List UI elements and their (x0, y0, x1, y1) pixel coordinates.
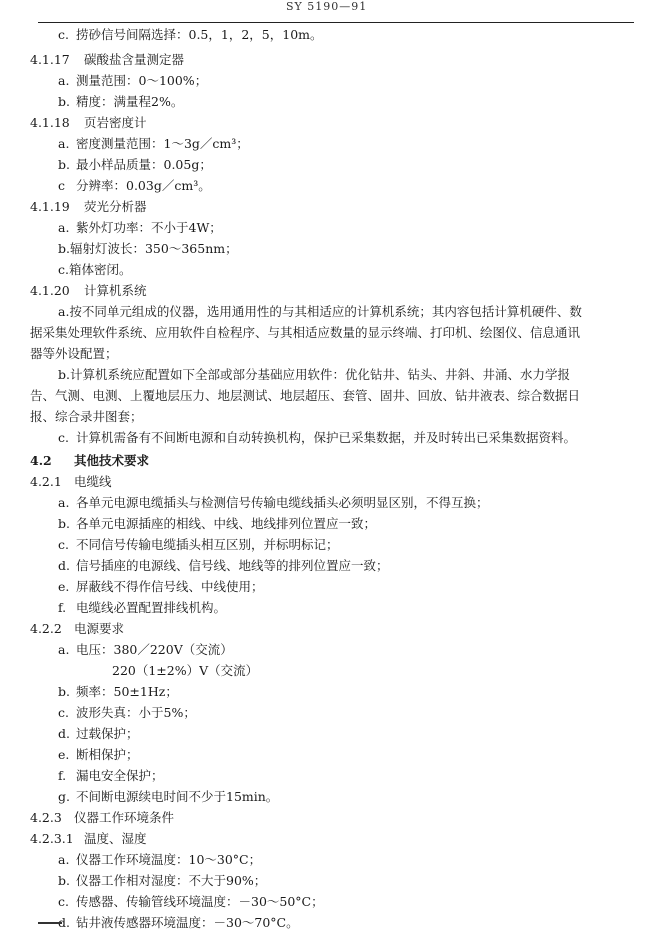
text-line (30, 453, 149, 469)
text-line (58, 768, 164, 784)
item-letter: a. (58, 73, 70, 88)
line-text: 220（1±2%）V（交流） (112, 663, 259, 678)
text-line (58, 852, 261, 868)
line-text: 测量范围：0～100%； (76, 73, 208, 88)
text-line (58, 262, 131, 278)
text-line (30, 115, 147, 131)
item-letter: e. (58, 579, 70, 594)
line-text: 电缆线 (74, 474, 112, 489)
line-text: 报、综合录井图套； (30, 409, 143, 424)
section-number: 4.1.17 (30, 52, 70, 67)
line-text: 信号插座的电源线、信号线、地线等的排列位置应一致； (76, 558, 389, 573)
line-text: 页岩密度计 (84, 115, 147, 130)
line-text: 温度、湿度 (84, 831, 147, 846)
line-text: 告、气测、电测、上覆地层压力、地层测试、地层超压、套管、固井、回放、钻井液表、综合数据日 (30, 388, 581, 403)
line-text: 传感器、传输管线环境温度：－30～50°C； (76, 894, 324, 909)
line-text: 精度：满量程2%。 (76, 94, 184, 109)
footer-mark (38, 922, 62, 924)
item-letter: b. (58, 157, 70, 172)
text-line (30, 52, 184, 68)
item-letter: b. (58, 873, 70, 888)
line-text: 电压：380／220V（交流） (76, 642, 233, 657)
line-text: b.计算机系统应配置如下全部或部分基础应用软件：优化钻井、钻头、井斜、井涌、水力学报 (58, 367, 570, 382)
text-line (58, 642, 233, 658)
item-letter: e. (58, 747, 70, 762)
section-number: 4.2.3.1 (30, 831, 74, 846)
text-line (58, 579, 264, 595)
line-text: b.辐射灯波长：350～365nm； (58, 241, 238, 256)
item-letter: a. (58, 220, 70, 235)
text-line (30, 388, 580, 404)
line-text: 过载保护； (76, 726, 139, 741)
text-line (58, 873, 266, 889)
item-letter: c. (58, 894, 69, 909)
text-line (58, 894, 324, 910)
text-line (58, 220, 222, 236)
line-text: 漏电安全保护； (76, 768, 164, 783)
text-line (58, 558, 389, 574)
line-text: 捞砂信号间隔选择：0.5，1，2，5，10m。 (76, 27, 323, 42)
line-text: 不同信号传输电缆插头相互区别，并标明标记； (76, 537, 339, 552)
line-text: 据采集处理软件系统、应用软件自检程序、与其相适应数量的显示终端、打印机、绘图仪、信息通讯 (30, 325, 581, 340)
item-letter: a. (58, 136, 70, 151)
line-text: 紫外灯功率：不小于4W； (76, 220, 222, 235)
item-letter: d. (58, 558, 70, 573)
section-number: 4.1.19 (30, 199, 70, 214)
line-text: 仪器工作环境条件 (74, 810, 175, 825)
line-text: 计算机需备有不间断电源和自动转换机构，保护已采集数据，并及时转出已采集数据资料。 (76, 430, 577, 445)
item-letter: d. (58, 726, 70, 741)
line-text: 分辨率：0.03g／cm³。 (76, 178, 211, 193)
text-line (58, 367, 570, 383)
text-line (58, 27, 323, 43)
line-text: 频率：50±1Hz； (76, 684, 178, 699)
text-line (30, 831, 147, 847)
text-line (58, 157, 212, 173)
line-text: 其他技术要求 (74, 453, 150, 468)
section-number: 4.2.1 (30, 474, 62, 489)
line-text: 电缆线必置配置排线机构。 (76, 600, 227, 615)
text-line (30, 810, 174, 826)
text-line (58, 136, 249, 152)
item-letter: f. (58, 768, 67, 783)
text-line (112, 663, 258, 679)
text-line (30, 346, 118, 362)
line-text: 电源要求 (74, 621, 125, 636)
text-line (58, 789, 278, 805)
line-text: 波形失真：小于5%； (76, 705, 196, 720)
item-letter: a. (58, 852, 70, 867)
line-text: 仪器工作相对湿度：不大于90%； (76, 873, 267, 888)
text-line (58, 705, 196, 721)
text-line (30, 474, 112, 490)
item-letter: f. (58, 600, 67, 615)
text-line (30, 199, 147, 215)
line-text: a.按不同单元组成的仪器，选用通用性的与其相适应的计算机系统；其内容包括计算机硬件、数 (58, 304, 582, 319)
line-text: 计算机系统 (84, 283, 147, 298)
text-line (58, 178, 211, 194)
item-letter: b. (58, 684, 70, 699)
item-letter: c. (58, 537, 69, 552)
item-letter: c. (58, 27, 69, 42)
text-line (58, 915, 299, 931)
item-letter: a. (58, 495, 70, 510)
text-line (30, 325, 580, 341)
page-header: SY 5190—91 (286, 0, 368, 13)
line-text: 各单元电源插座的相线、中线、地线排列位置应一致； (76, 516, 377, 531)
text-line (58, 495, 489, 511)
item-letter: a. (58, 642, 70, 657)
line-text: 碳酸盐含量测定器 (84, 52, 185, 67)
header-rule (38, 22, 634, 23)
line-text: 屏蔽线不得作信号线、中线使用； (76, 579, 264, 594)
text-line (58, 537, 339, 553)
item-letter: c. (58, 705, 69, 720)
text-line (30, 409, 143, 425)
text-line (58, 516, 376, 532)
text-line (58, 430, 576, 446)
text-line (58, 600, 226, 616)
item-letter: b. (58, 94, 70, 109)
section-number: 4.2.3 (30, 810, 62, 825)
line-text: c.箱体密闭。 (58, 262, 132, 277)
text-line (58, 241, 238, 257)
text-line (58, 747, 139, 763)
section-number: 4.2.2 (30, 621, 62, 636)
line-text: 断相保护； (76, 747, 139, 762)
line-text: 最小样品质量：0.05g； (76, 157, 212, 172)
line-text: 密度测量范围：1～3g／cm³； (76, 136, 249, 151)
text-line (58, 94, 183, 110)
section-number: 4.1.20 (30, 283, 70, 298)
text-line (58, 726, 139, 742)
line-text: 器等外设配置； (30, 346, 118, 361)
item-letter: g. (58, 789, 70, 804)
item-letter: c (58, 178, 66, 193)
text-line (30, 621, 124, 637)
item-letter: b. (58, 516, 70, 531)
item-letter: c. (58, 430, 69, 445)
line-text: 各单元电源电缆插头与检测信号传输电缆线插头必须明显区别，不得互换； (76, 495, 489, 510)
text-line (58, 684, 178, 700)
line-text: 仪器工作环境温度：10～30°C； (76, 852, 262, 867)
section-number: 4.1.18 (30, 115, 70, 130)
line-text: 钻井液传感器环境温度：－30～70°C。 (76, 915, 299, 930)
text-line (58, 304, 582, 320)
line-text: 荧光分析器 (84, 199, 147, 214)
item-letter: d. (58, 915, 70, 930)
section-number: 4.2 (30, 453, 52, 468)
text-line (58, 73, 207, 89)
text-line (30, 283, 147, 299)
line-text: 不间断电源续电时间不少于15min。 (76, 789, 279, 804)
